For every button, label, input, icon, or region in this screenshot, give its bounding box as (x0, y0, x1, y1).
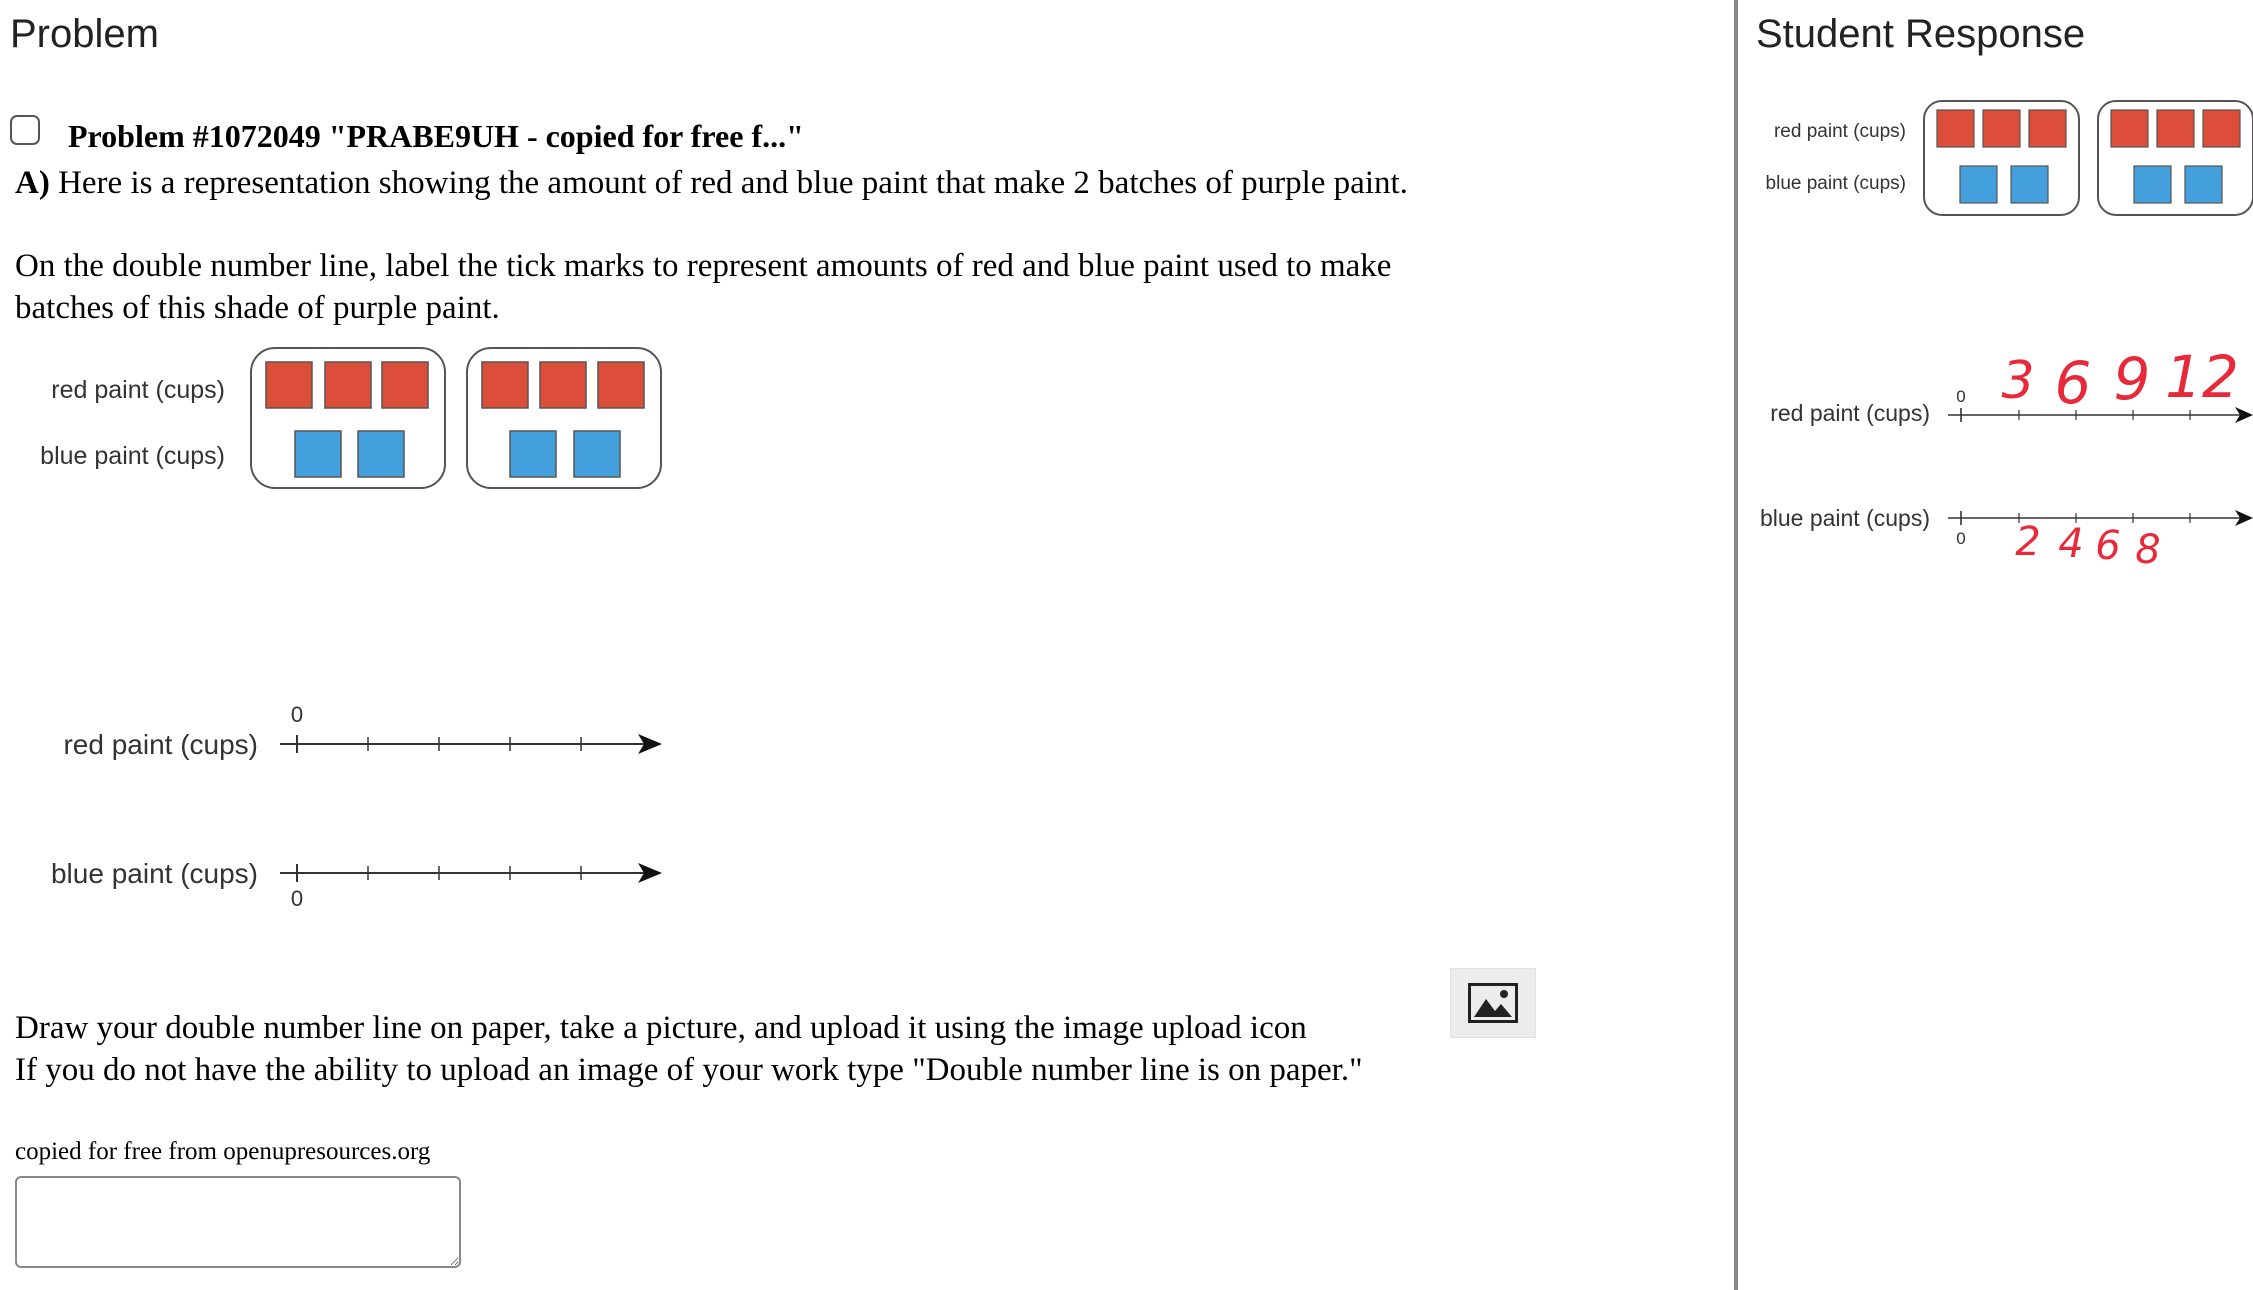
image-upload-button[interactable] (1450, 968, 1536, 1038)
blue-zero-label: 0 (290, 886, 304, 911)
problem-title: Problem #1072049 "PRABE9UH - copied for free f..." (68, 118, 804, 154)
handwritten-red-6: 6 (2054, 349, 2092, 417)
blue-number-line (280, 863, 662, 911)
blue-square (358, 431, 404, 477)
handwritten-red-9: 9 (2113, 345, 2151, 413)
handwritten-blue-4: 4 (2058, 521, 2084, 567)
student-response-panel (1738, 0, 2253, 1290)
red-square (598, 362, 644, 408)
response-diagram-red-label: red paint (cups) (1773, 121, 1906, 142)
red-square (2029, 110, 2066, 147)
upload-instruction-2: If you do not have the ability to upload an image of your work type "Double number line is on paper." (15, 1052, 1363, 1088)
diagram-red-label: red paint (cups) (51, 376, 225, 404)
numberline-red-label: red paint (cups) (63, 729, 258, 760)
response-batch-1-squares (1937, 110, 2066, 203)
handwritten-red-12: 12 (2165, 343, 2239, 411)
part-label: A) (15, 165, 50, 201)
red-zero-label: 0 (290, 702, 304, 727)
red-square (1983, 110, 2020, 147)
response-red-zero-label: 0 (1956, 387, 1966, 406)
red-square (2111, 110, 2148, 147)
numberline-blue-label: blue paint (cups) (50, 858, 258, 889)
blue-square (510, 431, 556, 477)
blue-square (2185, 166, 2222, 203)
handwritten-blue-8: 8 (2135, 527, 2161, 573)
response-diagram-blue-label: blue paint (cups) (1765, 173, 1906, 194)
batch-2-red-squares (482, 362, 644, 408)
red-square (540, 362, 586, 408)
red-square (482, 362, 528, 408)
red-square (325, 362, 371, 408)
response-double-number-line (1738, 325, 2253, 585)
batch-2-blue-squares (510, 431, 620, 477)
batch-1-red-squares (266, 362, 428, 408)
upload-instruction-1: Draw your double number line on paper, take a picture, and upload it using the image upload icon (15, 1010, 1307, 1046)
source-note: copied for free from openupresources.org (15, 1138, 431, 1165)
batch-1-blue-squares (295, 431, 404, 477)
blue-square (574, 431, 620, 477)
batch-diagram (0, 340, 700, 500)
red-square (2203, 110, 2240, 147)
red-number-line (280, 702, 662, 754)
problem-heading: Problem (10, 12, 159, 56)
handwritten-blue-2: 2 (2015, 519, 2041, 565)
response-numberline-red-label: red paint (cups) (1770, 400, 1930, 426)
handwritten-blue-6: 6 (2095, 523, 2121, 569)
blue-square (295, 431, 341, 477)
red-square (2157, 110, 2194, 147)
instruction-line-1: On the double number line, label the tick marks to represent amounts of red and blue paint used to make (15, 248, 1392, 284)
image-icon (1468, 983, 1518, 1023)
blue-square (2011, 166, 2048, 203)
intro-text: Here is a representation showing the amount of red and blue paint that make 2 batches of purple paint. (49, 165, 1408, 201)
blue-square (1960, 166, 1997, 203)
diagram-blue-label: blue paint (cups) (40, 442, 225, 470)
instruction-line-2: batches of this shade of purple paint. (15, 290, 500, 326)
response-red-number-line (1948, 343, 2253, 423)
red-square (382, 362, 428, 408)
response-batch-2-squares (2111, 110, 2240, 203)
double-number-line (0, 690, 700, 920)
blue-square (2134, 166, 2171, 203)
red-square (1937, 110, 1974, 147)
response-numberline-blue-label: blue paint (cups) (1759, 505, 1930, 531)
problem-intro (15, 162, 1408, 204)
red-square (266, 362, 312, 408)
response-blue-number-line (1948, 510, 2253, 573)
problem-checkbox[interactable] (10, 115, 40, 145)
handwritten-red-3: 3 (2001, 351, 2035, 411)
student-response-heading: Student Response (1756, 12, 2086, 56)
response-blue-zero-label: 0 (1956, 529, 1966, 548)
answer-textarea[interactable] (15, 1176, 461, 1268)
response-batch-diagram (1738, 95, 2253, 220)
